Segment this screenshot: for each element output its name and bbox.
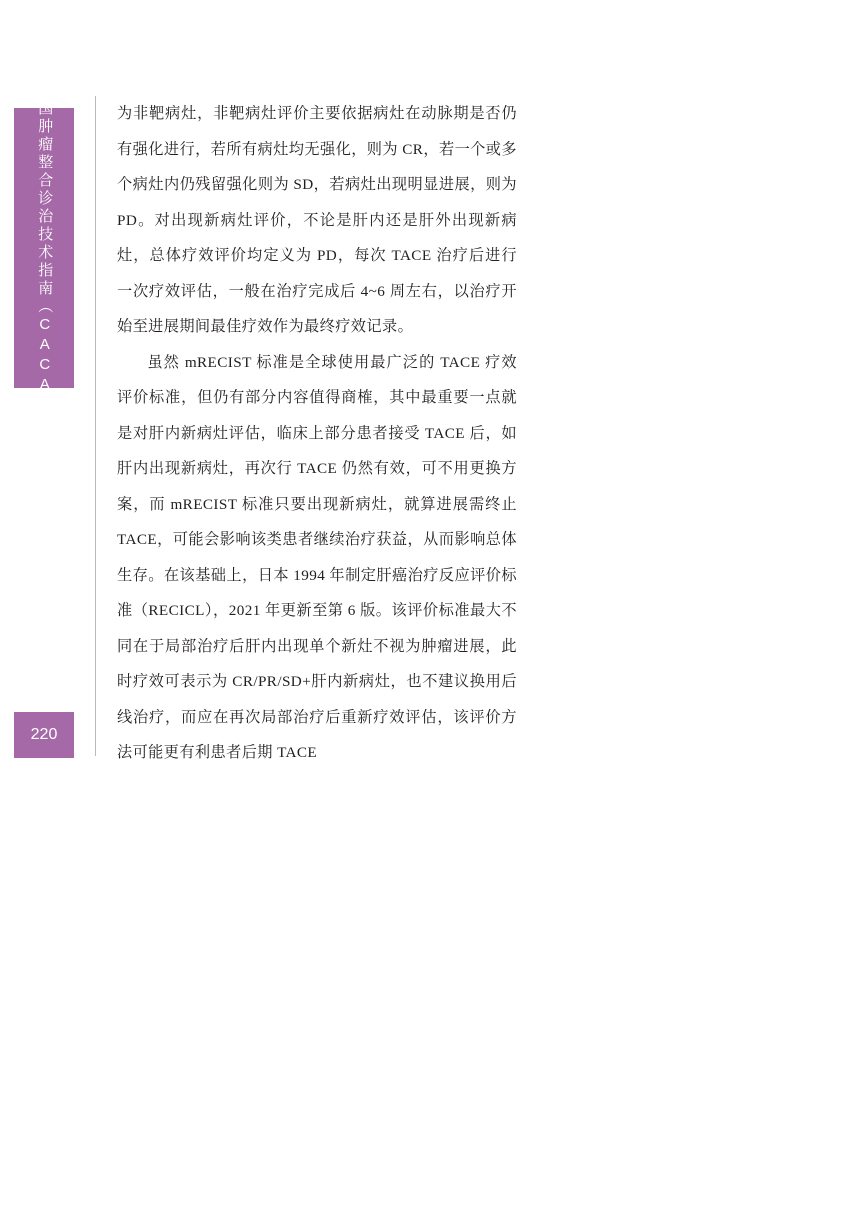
running-title-tab (14, 82, 74, 414)
paragraph: 虽然 mRECIST 标准是全球使用最广泛的 TACE 疗效评价标准，但仍有部分内容值得商榷，其中最重要一点就是对肝内新病灶评估，临床上部分患者接受 TACE 后，如肝内出现新病灶，再次行 TACE 仍然有效，可不用更换方案，而 mRECIST 标准只要出现新病灶，就算进展需终止 TACE，可能会影响该类患者继续治疗获益，从而影响总体生存。在该基础上，日本 1994 年制定肝癌治疗反应评价标准（RECICL），2021 年更新至第 6 版。该评价标准最大不同在于局部治疗后肝内出现单个新灶不视为肿瘤进展，此时疗效可表示为 CR/PR/SD+肝内新病灶，也不建议换用后线治疗，而应在再次局部治疗后重新疗效评估，该评价方法可能更有利患者后期 TACE (117, 353, 517, 761)
page-number-text: 220 (30, 726, 58, 743)
body-text-column (117, 96, 517, 771)
paragraph: 为非靶病灶，非靶病灶评价主要依据病灶在动脉期是否仍有强化进行，若所有病灶均无强化，则为 CR，若一个或多个病灶内仍残留强化则为 SD，若病灶出现明显进展，则为 PD。对出现新病灶评价，不论是肝内还是肝外出现新病灶，总体疗效评价均定义为 PD，每次 TACE 治疗后进行一次疗效评估，一般在治疗完成后 4~6 周左右，以治疗开始至进展期间最佳疗效作为最终疗效记录。 (117, 105, 517, 335)
page-number-badge (14, 712, 74, 758)
margin-divider (95, 96, 96, 756)
running-title-text: 中国肿瘤整合诊治技术指南（CACA） (36, 82, 54, 414)
